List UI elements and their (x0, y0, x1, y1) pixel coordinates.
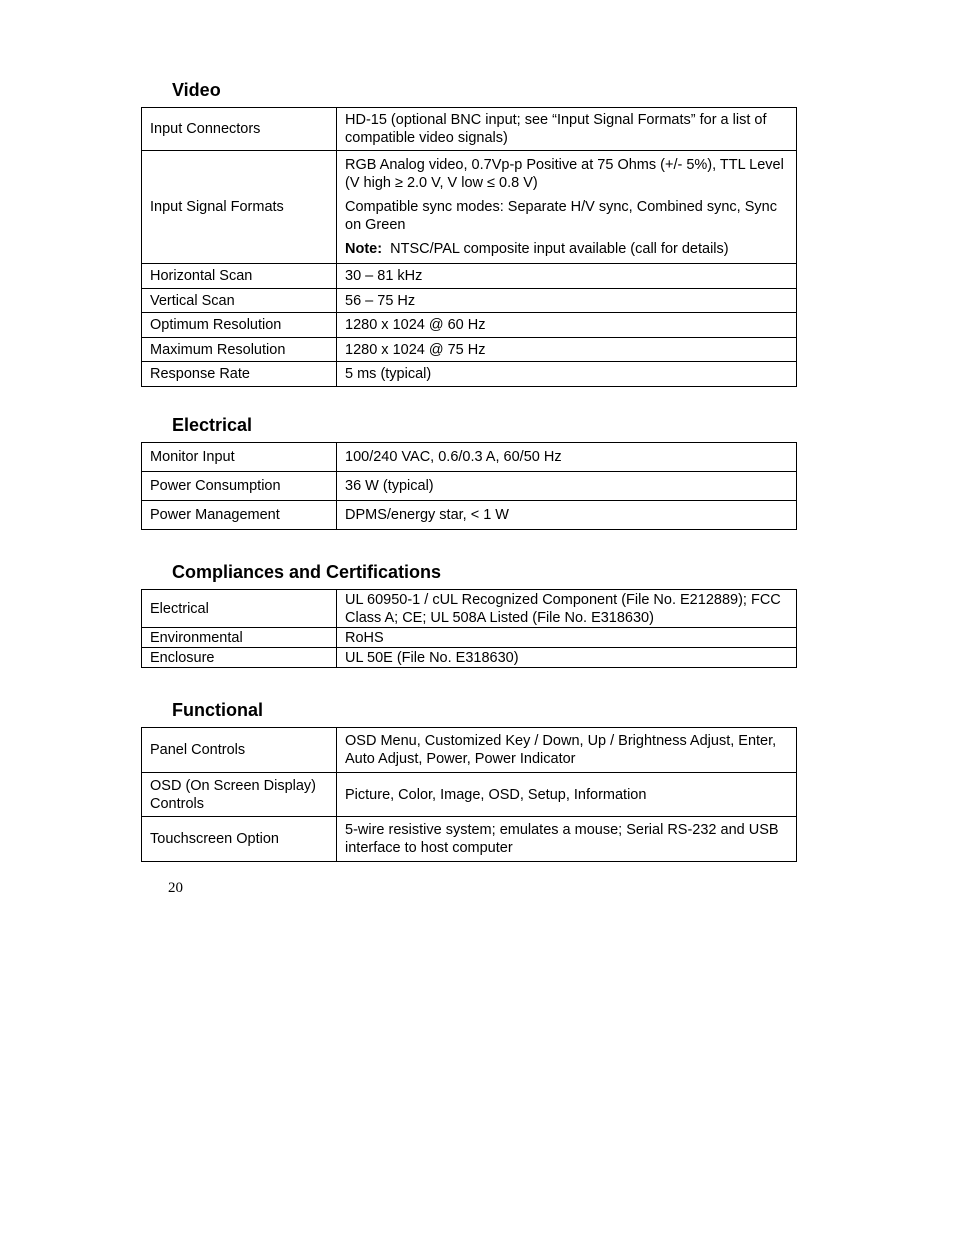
signal-format-rgb-text: RGB Analog video, 0.7Vp-p Positive at 75 Ohms (+/- 5%), TTL Level (V high ≥ 2.0 V, V low ≤ 0.8 V) (345, 157, 784, 191)
power-management-value: DPMS/energy star, < 1 W (337, 501, 797, 530)
electrical-heading: Electrical (172, 415, 253, 435)
electrical-spec-table (141, 442, 797, 530)
table-row (142, 501, 797, 530)
monitor-input-value: 100/240 VAC, 0.6/0.3 A, 60/50 Hz (337, 443, 797, 472)
video-heading: Video (172, 80, 221, 100)
optimum-resolution-label: Optimum Resolution (142, 313, 337, 338)
table-row (142, 338, 797, 362)
table-row (142, 773, 797, 817)
compliances-spec-table (141, 589, 797, 668)
enclosure-label: Enclosure (142, 648, 337, 668)
functional-heading: Functional (172, 700, 263, 720)
composite-note (345, 240, 788, 258)
vertical-scan-label: Vertical Scan (142, 289, 337, 313)
functional-spec-table (141, 727, 797, 862)
table-row (142, 362, 797, 387)
power-consumption-label: Power Consumption (142, 472, 337, 501)
table-row (142, 590, 797, 628)
note-text: NTSC/PAL composite input available (call for details) (390, 241, 729, 257)
response-rate-label: Response Rate (142, 362, 337, 387)
monitor-input-label: Monitor Input (142, 443, 337, 472)
input-signal-formats-value (337, 151, 797, 264)
horizontal-scan-value: 30 – 81 kHz (337, 264, 797, 289)
table-row (142, 648, 797, 668)
touchscreen-option-value: 5-wire resistive system; emulates a mouse; Serial RS-232 and USB interface to host computer (337, 817, 797, 862)
osd-controls-label: OSD (On Screen Display) Controls (142, 773, 337, 817)
compliance-electrical-value: UL 60950-1 / cUL Recognized Component (File No. E212889); FCC Class A; CE; UL 508A Listed (File No. E318630) (337, 590, 797, 628)
compliances-heading: Compliances and Certifications (172, 562, 442, 582)
environmental-value: RoHS (337, 628, 797, 648)
environmental-label: Environmental (142, 628, 337, 648)
table-row (142, 151, 797, 264)
compliance-electrical-label: Electrical (142, 590, 337, 628)
input-connectors-label: Input Connectors (142, 108, 337, 151)
osd-controls-value: Picture, Color, Image, OSD, Setup, Information (337, 773, 797, 817)
table-row (142, 313, 797, 338)
response-rate-value: 5 ms (typical) (337, 362, 797, 387)
touchscreen-option-label: Touchscreen Option (142, 817, 337, 862)
panel-controls-label: Panel Controls (142, 728, 337, 773)
horizontal-scan-label: Horizontal Scan (142, 264, 337, 289)
panel-controls-value: OSD Menu, Customized Key / Down, Up / Brightness Adjust, Enter, Auto Adjust, Power, Power Indicator (337, 728, 797, 773)
input-connectors-value: HD-15 (optional BNC input; see “Input Signal Formats” for a list of compatible video signals) (337, 108, 797, 151)
optimum-resolution-value: 1280 x 1024 @ 60 Hz (337, 313, 797, 338)
table-row (142, 817, 797, 862)
table-row (142, 728, 797, 773)
maximum-resolution-value: 1280 x 1024 @ 75 Hz (337, 338, 797, 362)
input-signal-formats-label: Input Signal Formats (142, 151, 337, 264)
video-spec-table (141, 107, 797, 387)
note-label: Note: (345, 241, 383, 257)
vertical-scan-value: 56 – 75 Hz (337, 289, 797, 313)
table-row (142, 443, 797, 472)
maximum-resolution-label: Maximum Resolution (142, 338, 337, 362)
power-management-label: Power Management (142, 501, 337, 530)
table-row (142, 628, 797, 648)
table-row (142, 264, 797, 289)
table-row (142, 472, 797, 501)
sync-modes-text: Compatible sync modes: Separate H/V sync, Combined sync, Sync on Green (345, 199, 777, 233)
page-number: 20 (168, 880, 183, 896)
power-consumption-value: 36 W (typical) (337, 472, 797, 501)
table-row (142, 108, 797, 151)
table-row (142, 289, 797, 313)
enclosure-value: UL 50E (File No. E318630) (337, 648, 797, 668)
